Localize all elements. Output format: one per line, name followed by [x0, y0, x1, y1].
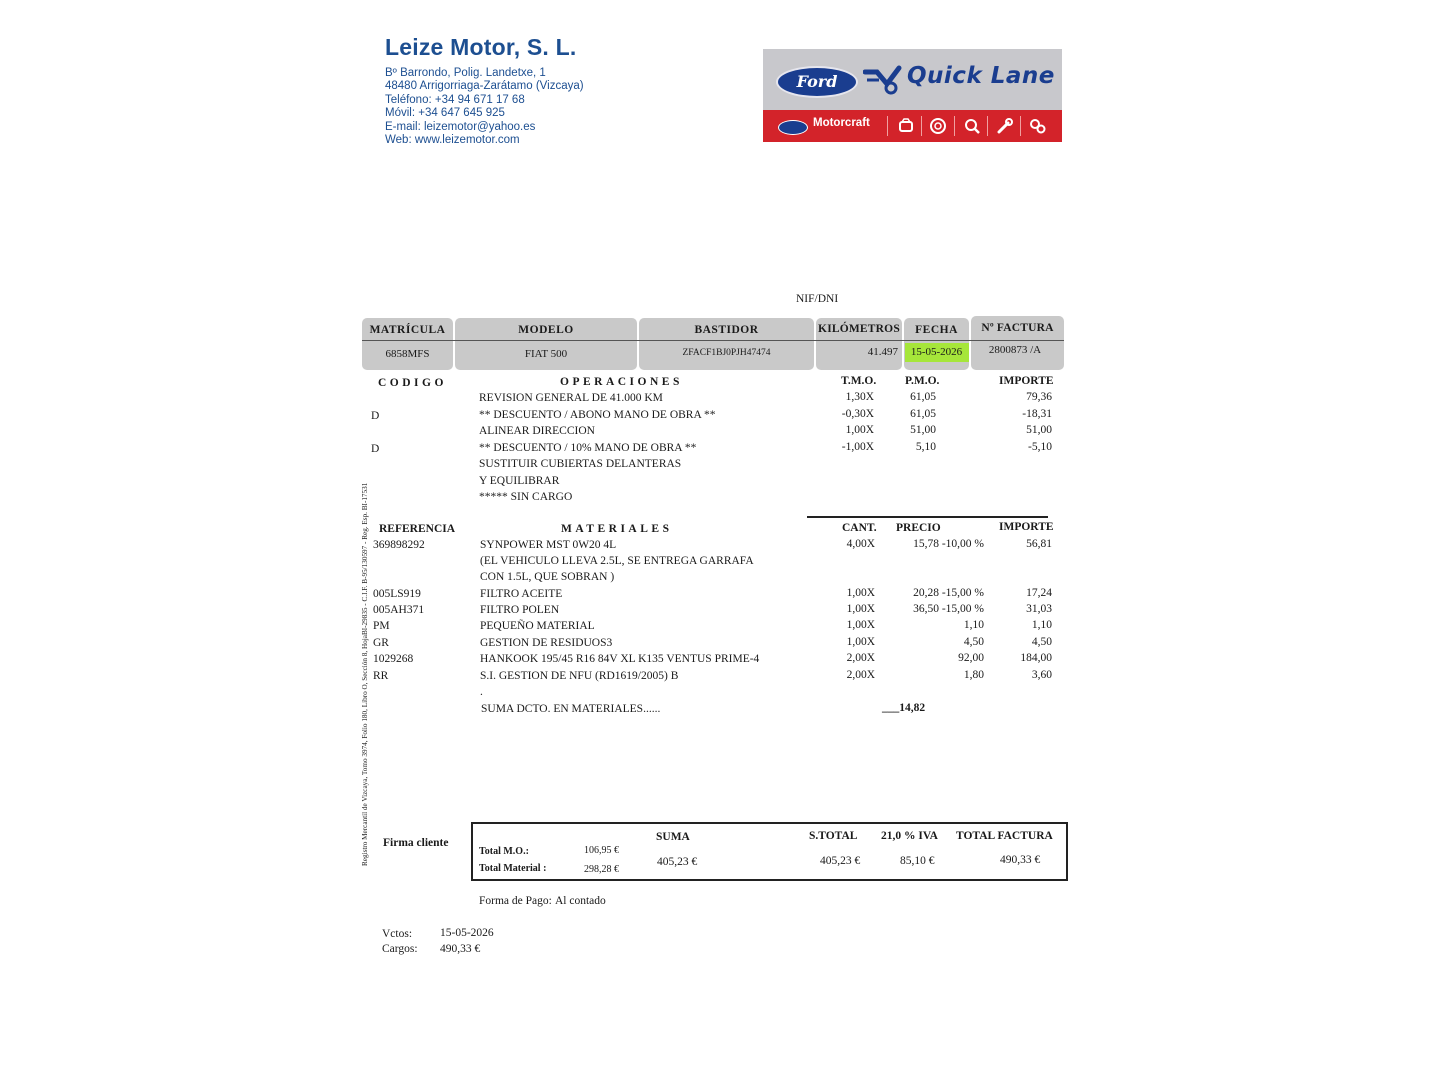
- material-description: GESTION DE RESIDUOS3: [480, 637, 613, 649]
- material-importe: 17,24: [1026, 587, 1052, 599]
- material-precio: 92,00: [958, 652, 984, 664]
- total-material-value: 298,28 €: [584, 864, 619, 875]
- wrench-icon: [863, 62, 905, 98]
- factura-label: Nº FACTURA: [981, 322, 1054, 334]
- company-phone: Teléfono: +34 94 671 17 68: [385, 93, 525, 106]
- material-cant: 2,00X: [846, 669, 875, 681]
- logo-separator: [1020, 116, 1021, 136]
- material-reference: RR: [373, 670, 389, 682]
- operation-tmo: -1,00X: [841, 440, 874, 453]
- logo-bottom-band: [763, 110, 1062, 142]
- quicklane-logo-text: Quick Lane: [907, 63, 1055, 89]
- material-precio: 4,50: [963, 636, 984, 648]
- company-address-line2: 48480 Arrigorriaga-Zarátamo (Vizcaya): [385, 80, 584, 93]
- operation-pmo: 5,10: [915, 440, 936, 453]
- firma-cliente-label: Firma cliente: [383, 837, 449, 849]
- company-web: Web: www.leizemotor.com: [385, 134, 520, 147]
- operation-tmo: 1,30X: [845, 391, 874, 403]
- materiales-header: MATERIALES: [561, 523, 673, 535]
- company-address-line1: Bº Barrondo, Polig. Landetxe, 1: [385, 67, 546, 79]
- logo-separator: [921, 116, 922, 136]
- material-description: .: [480, 686, 483, 698]
- material-description: CON 1.5L, QUE SOBRAN ): [480, 571, 615, 583]
- referencia-header: REFERENCIA: [379, 523, 456, 535]
- material-description: FILTRO POLEN: [480, 604, 560, 616]
- registry-text: Registro Mercantil de Vizcaya, Tomo 3974, Folio 180, Libro O, Sección 8, HojaBI-29835 - C.I.F. B-95/130597 - Reg. Esp. BI-17531: [361, 482, 369, 866]
- operation-tmo: 1,00X: [845, 424, 874, 436]
- fecha-value: 15-05-2026: [910, 346, 963, 358]
- operation-importe: 51,00: [1026, 424, 1052, 436]
- cargos-label: Cargos:: [382, 943, 418, 955]
- operation-description: ** DESCUENTO / 10% MANO DE OBRA **: [479, 441, 697, 454]
- factura-value: 2800873 /A: [988, 344, 1042, 356]
- kilometros-value: 41.497: [867, 346, 898, 358]
- material-cant: 1,00X: [846, 619, 875, 631]
- operation-description: ***** SIN CARGO: [479, 491, 573, 503]
- total-factura-value: 490,33 €: [1000, 854, 1041, 866]
- wrench-tool-icon: [996, 117, 1014, 135]
- material-precio: 1,80: [963, 669, 984, 681]
- company-name: Leize Motor, S. L.: [385, 34, 577, 60]
- total-mo-label: Total M.O.:: [479, 846, 529, 857]
- operation-pmo: 61,05: [910, 391, 936, 403]
- company-email: E-mail: leizemotor@yahoo.es: [385, 120, 536, 133]
- total-material-label: Total Material :: [479, 863, 547, 874]
- material-importe: 56,81: [1026, 538, 1052, 550]
- material-importe: 1,10: [1031, 619, 1052, 631]
- operation-description: ** DESCUENTO / ABONO MANO DE OBRA **: [479, 408, 716, 421]
- operation-description: REVISION GENERAL DE 41.000 KM: [479, 392, 663, 404]
- motorcraft-logo-text: Motorcraft: [813, 117, 870, 129]
- material-description: (EL VEHICULO LLEVA 2.5L, SE ENTREGA GARRAFA: [480, 555, 754, 567]
- material-reference: PM: [373, 620, 390, 632]
- ford-quicklane-logo: [763, 49, 1062, 142]
- car-service-icon: [897, 117, 915, 135]
- material-importe: 184,00: [1020, 652, 1052, 664]
- total-factura-label: TOTAL FACTURA: [956, 830, 1053, 842]
- operation-description: SUSTITUIR CUBIERTAS DELANTERAS: [479, 458, 682, 470]
- codigo-header: CODIGO: [378, 377, 447, 389]
- iva-label: 21,0 % IVA: [881, 830, 938, 842]
- material-description: HANKOOK 195/45 R16 84V XL K135 VENTUS PRIME-4: [480, 653, 760, 665]
- operation-pmo: 51,00: [910, 424, 936, 436]
- material-precio: 20,28 -15,00 %: [913, 587, 984, 599]
- operation-description: ALINEAR DIRECCION: [479, 425, 595, 437]
- material-precio: 36,50 -15,00 %: [913, 603, 984, 615]
- matricula-value: 6858MFS: [385, 348, 430, 360]
- inspection-icon: [963, 117, 981, 135]
- header-divider: [362, 340, 1064, 341]
- operaciones-header: OPERACIONES: [560, 376, 683, 388]
- company-mobile: Móvil: +34 647 645 925: [385, 107, 505, 120]
- material-description: PEQUEÑO MATERIAL: [480, 620, 595, 632]
- operation-importe: -18,31: [1022, 407, 1052, 420]
- ford-logo: Ford: [776, 66, 858, 98]
- material-reference: GR: [373, 637, 389, 649]
- vctos-value: 15-05-2026: [440, 927, 494, 939]
- ford-small-logo: [778, 120, 808, 135]
- operation-importe: -5,10: [1028, 440, 1052, 453]
- material-cant: 1,00X: [846, 603, 875, 615]
- material-description: SYNPOWER MST 0W20 4L: [480, 539, 617, 551]
- forma-pago-label: Forma de Pago:: [479, 895, 552, 907]
- material-cant: 1,00X: [846, 636, 875, 648]
- operation-pmo: 61,05: [910, 407, 936, 420]
- suma-value: 405,23 €: [657, 856, 698, 868]
- material-reference: 369898292: [373, 539, 425, 551]
- operation-description: Y EQUILIBRAR: [479, 474, 560, 487]
- material-cant: 2,00X: [846, 652, 875, 664]
- nif-label: NIF/DNI: [796, 293, 839, 305]
- kilometros-label: KILÓMETROS: [818, 323, 900, 335]
- operation-importe: 79,36: [1026, 391, 1052, 403]
- tyre-icon: [929, 117, 947, 135]
- suma-dcto-value: ___14,82: [882, 702, 926, 714]
- material-description: S.I. GESTION DE NFU (RD1619/2005) B: [480, 670, 679, 682]
- operation-tmo: -0,30X: [841, 407, 874, 420]
- material-reference: 1029268: [373, 653, 414, 665]
- cargos-value: 490,33 €: [440, 943, 481, 955]
- material-cant: 4,00X: [846, 538, 875, 550]
- bastidor-label: BASTIDOR: [694, 324, 759, 336]
- suma-label: SUMA: [656, 831, 690, 843]
- material-description: FILTRO ACEITE: [480, 588, 563, 600]
- tmo-header: T.M.O.: [841, 375, 877, 387]
- stotal-value: 405,23 €: [820, 855, 861, 867]
- bastidor-value: ZFACF1BJ0PJH47474: [682, 348, 771, 358]
- material-precio: 1,10: [963, 619, 984, 631]
- material-reference: 005LS919: [373, 588, 421, 600]
- materials-importe-header: IMPORTE: [999, 521, 1054, 533]
- material-importe: 31,03: [1026, 603, 1052, 615]
- fecha-label: FECHA: [915, 324, 958, 336]
- forma-pago-value: Al contado: [555, 895, 606, 907]
- suma-dcto-label: SUMA DCTO. EN MATERIALES......: [481, 703, 661, 715]
- logo-separator: [887, 116, 888, 136]
- matricula-label: MATRÍCULA: [369, 324, 446, 336]
- operation-code: D: [371, 409, 380, 422]
- gears-icon: [1029, 117, 1047, 135]
- company-contact: [385, 67, 584, 147]
- logo-top-band: [763, 49, 1062, 110]
- modelo-label: MODELO: [518, 324, 574, 336]
- operation-code: D: [371, 442, 380, 455]
- material-importe: 3,60: [1031, 669, 1052, 681]
- material-importe: 4,50: [1031, 636, 1052, 648]
- material-precio: 15,78 -10,00 %: [913, 538, 984, 550]
- logo-separator: [987, 116, 988, 136]
- modelo-value: FIAT 500: [524, 348, 568, 360]
- stotal-label: S.TOTAL: [809, 830, 858, 842]
- material-reference: 005AH371: [373, 604, 425, 616]
- precio-header: PRECIO: [896, 522, 941, 534]
- material-cant: 1,00X: [846, 587, 875, 599]
- materials-rule: [807, 516, 1048, 518]
- pmo-header: P.M.O.: [905, 375, 940, 387]
- logo-separator: [954, 116, 955, 136]
- vctos-label: Vctos:: [382, 928, 413, 940]
- cant-header: CANT.: [842, 522, 877, 534]
- operations-importe-header: IMPORTE: [999, 375, 1054, 387]
- total-mo-value: 106,95 €: [584, 845, 619, 856]
- iva-value: 85,10 €: [900, 855, 935, 867]
